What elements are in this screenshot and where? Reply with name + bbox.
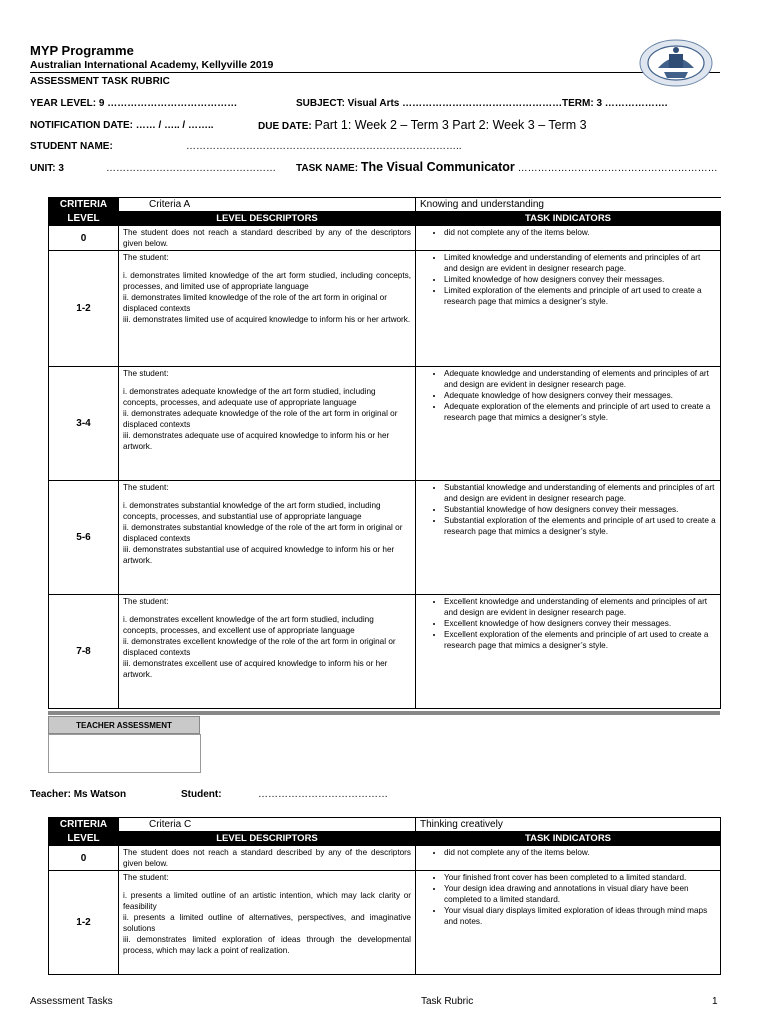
year-level-field: YEAR LEVEL: 9 ………………………………… [30,98,238,109]
rubric-table-criteria-a [48,197,721,709]
teacher-assessment-box[interactable] [48,734,201,773]
criteria-title: Thinking creatively [416,818,721,832]
descriptor-cell: The student: i. demonstrates substantial knowledge of the art form studied, including concepts, processes, and substantial use of appropriate language ii. demonstrates substantial knowledge of the role of the art form in original or displaced contexts iii. demonstrates substantial use of acquired knowledge to inform his or her artwork. [119,481,416,595]
task-indicators-header: TASK INDICATORS [416,212,721,226]
student-name-blank: ……………………………………………………………………….. [186,141,462,152]
descriptor-cell: The student does not reach a standard described by any of the descriptors given below. [119,846,416,871]
subject-field: SUBJECT: Visual Arts ………………………………………… [296,98,563,109]
indicator-cell: • Excellent knowledge and understanding of elements and principles of art and design are evident in designer research page. • Excellent knowledge of how designers convey their messages. • Excellent exploration of the elements and principle of art used to create a research page that mimics a designer’s style. [416,595,721,709]
level-cell: 0 [49,226,119,251]
task-name-blank: …………………………………………………… [517,163,718,174]
level-cell: 1-2 [49,251,119,367]
indicator-cell: • Limited knowledge and understanding of elements and principles of art and design are evident in designer research page. • Limited knowledge of how designers convey their messages. • Limited exploration of the elements and principle of art used to create a research page that mimics a designer’s style. [416,251,721,367]
due-date-field [258,118,587,132]
criteria-title: Knowing and understanding [416,198,721,212]
unit-field: UNIT: 3 [30,163,64,174]
level-cell: 5-6 [49,481,119,595]
task-indicators-header: TASK INDICATORS [416,832,721,846]
term-field: TERM: 3 ………………. [562,98,668,109]
descriptor-cell: The student: i. presents a limited outline of an artistic intention, which may lack clarity or feasibility ii. presents a limited outline of alternatives, perspectives, and imaginative solutions iii. demonstrates limited exploration of ideas through the developmental process, which may lack a point of realization. [119,871,416,975]
task-name-label: TASK NAME: [296,163,359,174]
criteria-header: CRITERIA [49,818,119,832]
rubric-table-criteria-c [48,817,721,975]
indicator-cell: • Substantial knowledge and understanding of elements and principles of art and design are evident in designer research page. • Substantial knowledge of how designers convey their messages. • Substantial exploration of the elements and principle of art used to create a research page that mimics a designer’s style. [416,481,721,595]
criteria-name: Criteria A [119,198,416,212]
notification-date-field: NOTIFICATION DATE: …… / ….. / …….. [30,120,214,131]
header-rule [30,72,720,73]
document-type: ASSESSMENT TASK RUBRIC [30,76,170,87]
student-blank: ………………………………… [258,789,388,800]
due-date-value: Part 1: Week 2 – Term 3 Part 2: Week 3 – Term 3 [314,118,587,132]
level-header: LEVEL [49,212,119,226]
descriptor-cell: The student: i. demonstrates excellent knowledge of the art form studied, including concepts, processes, and excellent use of appropriate language ii. demonstrates excellent knowledge of the role of the art form in original or displaced contexts iii. demonstrates excellent use of acquired knowledge to inform his or her artwork. [119,595,416,709]
task-name-value: The Visual Communicator [360,160,515,174]
level-cell: 3-4 [49,367,119,481]
school-name: Australian International Academy, Kellyville 2019 [30,59,274,71]
school-crest-logo [638,38,714,88]
unit-blank: …………………………………………… [106,163,276,174]
indicator-cell: • did not complete any of the items below. [416,226,721,251]
level-header: LEVEL [49,832,119,846]
teacher-name: Teacher: Ms Watson [30,789,127,800]
descriptor-cell: The student: i. demonstrates adequate knowledge of the art form studied, including concepts, processes, and adequate use of appropriate language ii. demonstrates adequate knowledge of the role of the art form in original or displaced contexts iii. demonstrates adequate use of acquired knowledge to inform his or her artwork. [119,367,416,481]
criteria-name: Criteria C [119,818,416,832]
descriptor-cell: The student does not reach a standard described by any of the descriptors given below. [119,226,416,251]
level-cell: 7-8 [49,595,119,709]
footer-left: Assessment Tasks [30,996,113,1007]
criteria-header: CRITERIA [49,198,119,212]
level-descriptors-header: LEVEL DESCRIPTORS [119,212,416,226]
section-divider [48,711,720,715]
descriptor-cell: The student: i. demonstrates limited knowledge of the art form studied, including concepts, processes, and limited use of appropriate language ii. demonstrates limited knowledge of the role of the art form in original or displaced contexts iii. demonstrates limited use of acquired knowledge to inform his or her artwork. [119,251,416,367]
indicator-cell: • Adequate knowledge and understanding of elements and principles of art and design are evident in designer research page. • Adequate knowledge of how designers convey their messages. • Adequate exploration of the elements and principle of art used to create a research page that mimics a designer’s style. [416,367,721,481]
page-number: 1 [712,996,718,1007]
teacher-assessment-label: TEACHER ASSESSMENT [48,716,200,734]
student-label: Student: [181,789,222,800]
footer-center: Task Rubric [421,996,474,1007]
level-cell: 1-2 [49,871,119,975]
task-name-field [296,160,718,174]
level-cell: 0 [49,846,119,871]
programme-title: MYP Programme [30,43,134,58]
level-descriptors-header: LEVEL DESCRIPTORS [119,832,416,846]
student-name-label: STUDENT NAME: [30,141,113,152]
indicator-cell: • Your finished front cover has been completed to a limited standard. • Your design idea drawing and annotations in visual diary have been completed to a limited standard. • Your visual diary displays limited exploration of ideas through mind maps and notes. [416,871,721,975]
due-date-label: DUE DATE: [258,121,312,132]
indicator-cell: • did not complete any of the items below. [416,846,721,871]
